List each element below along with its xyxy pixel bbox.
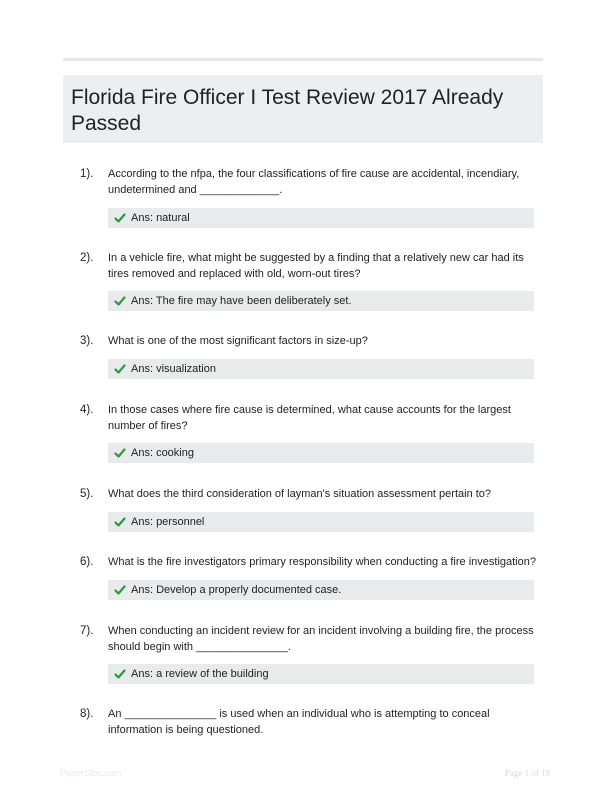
answer-box: [108, 291, 534, 311]
check-icon: [114, 212, 126, 224]
question-number: 3).: [80, 335, 94, 347]
question-text: In those cases where fire cause is determined, what cause accounts for the largest number of fires?: [108, 404, 511, 432]
question-text: What is one of the most significant factors in size-up?: [108, 335, 368, 347]
answer-box: [108, 443, 534, 463]
question-text: What does the third consideration of layman's situation assessment pertain to?: [108, 488, 492, 500]
answer-text: Ans: a review of the building: [131, 668, 269, 680]
question-text: An _______________ is used when an individual who is attempting to conceal information is being questioned.: [108, 708, 490, 736]
answer-box: [108, 664, 534, 684]
answer-box: [108, 580, 534, 600]
question-number: 1).: [80, 168, 94, 180]
question-number: 8).: [80, 708, 94, 720]
question-text: In a vehicle fire, what might be suggested by a finding that a relatively new car had its tires removed and replaced with old, worn-out tires?: [108, 252, 524, 280]
title-banner: [63, 75, 543, 143]
question-number: 7).: [80, 625, 94, 637]
question-text: What is the fire investigators primary responsibility when conducting a fire investigation?: [108, 556, 536, 568]
check-icon: [114, 447, 126, 459]
top-divider: [63, 58, 543, 61]
answer-text: Ans: visualization: [131, 363, 216, 375]
answer-text: Ans: The fire may have been deliberately set.: [131, 295, 352, 307]
check-icon: [114, 584, 126, 596]
answer-box: [108, 208, 534, 228]
answer-text: Ans: natural: [131, 212, 190, 224]
check-icon: [114, 668, 126, 680]
question-text: When conducting an incident review for an incident involving a building fire, the process should begin with _______________.: [108, 625, 534, 653]
question-number: 5).: [80, 488, 94, 500]
question-number: 4).: [80, 404, 94, 416]
question-number: 2).: [80, 252, 94, 264]
question-number: 6).: [80, 556, 94, 568]
question-text: According to the nfpa, the four classifications of fire cause are accidental, incendiary, undetermined and _____________.: [108, 168, 520, 196]
answer-box: [108, 359, 534, 379]
check-icon: [114, 516, 126, 528]
answer-text: Ans: personnel: [131, 516, 205, 528]
answer-text: Ans: Develop a properly documented case.: [131, 584, 342, 596]
check-icon: [114, 363, 126, 375]
page-number: Page 1 of 19: [504, 768, 550, 778]
footer-watermark: PaperStoc.com: [60, 768, 122, 778]
answer-text: Ans: cooking: [131, 447, 194, 459]
answer-box: [108, 512, 534, 532]
check-icon: [114, 295, 126, 307]
page-title: Florida Fire Officer I Test Review 2017 Already Passed: [71, 86, 504, 135]
